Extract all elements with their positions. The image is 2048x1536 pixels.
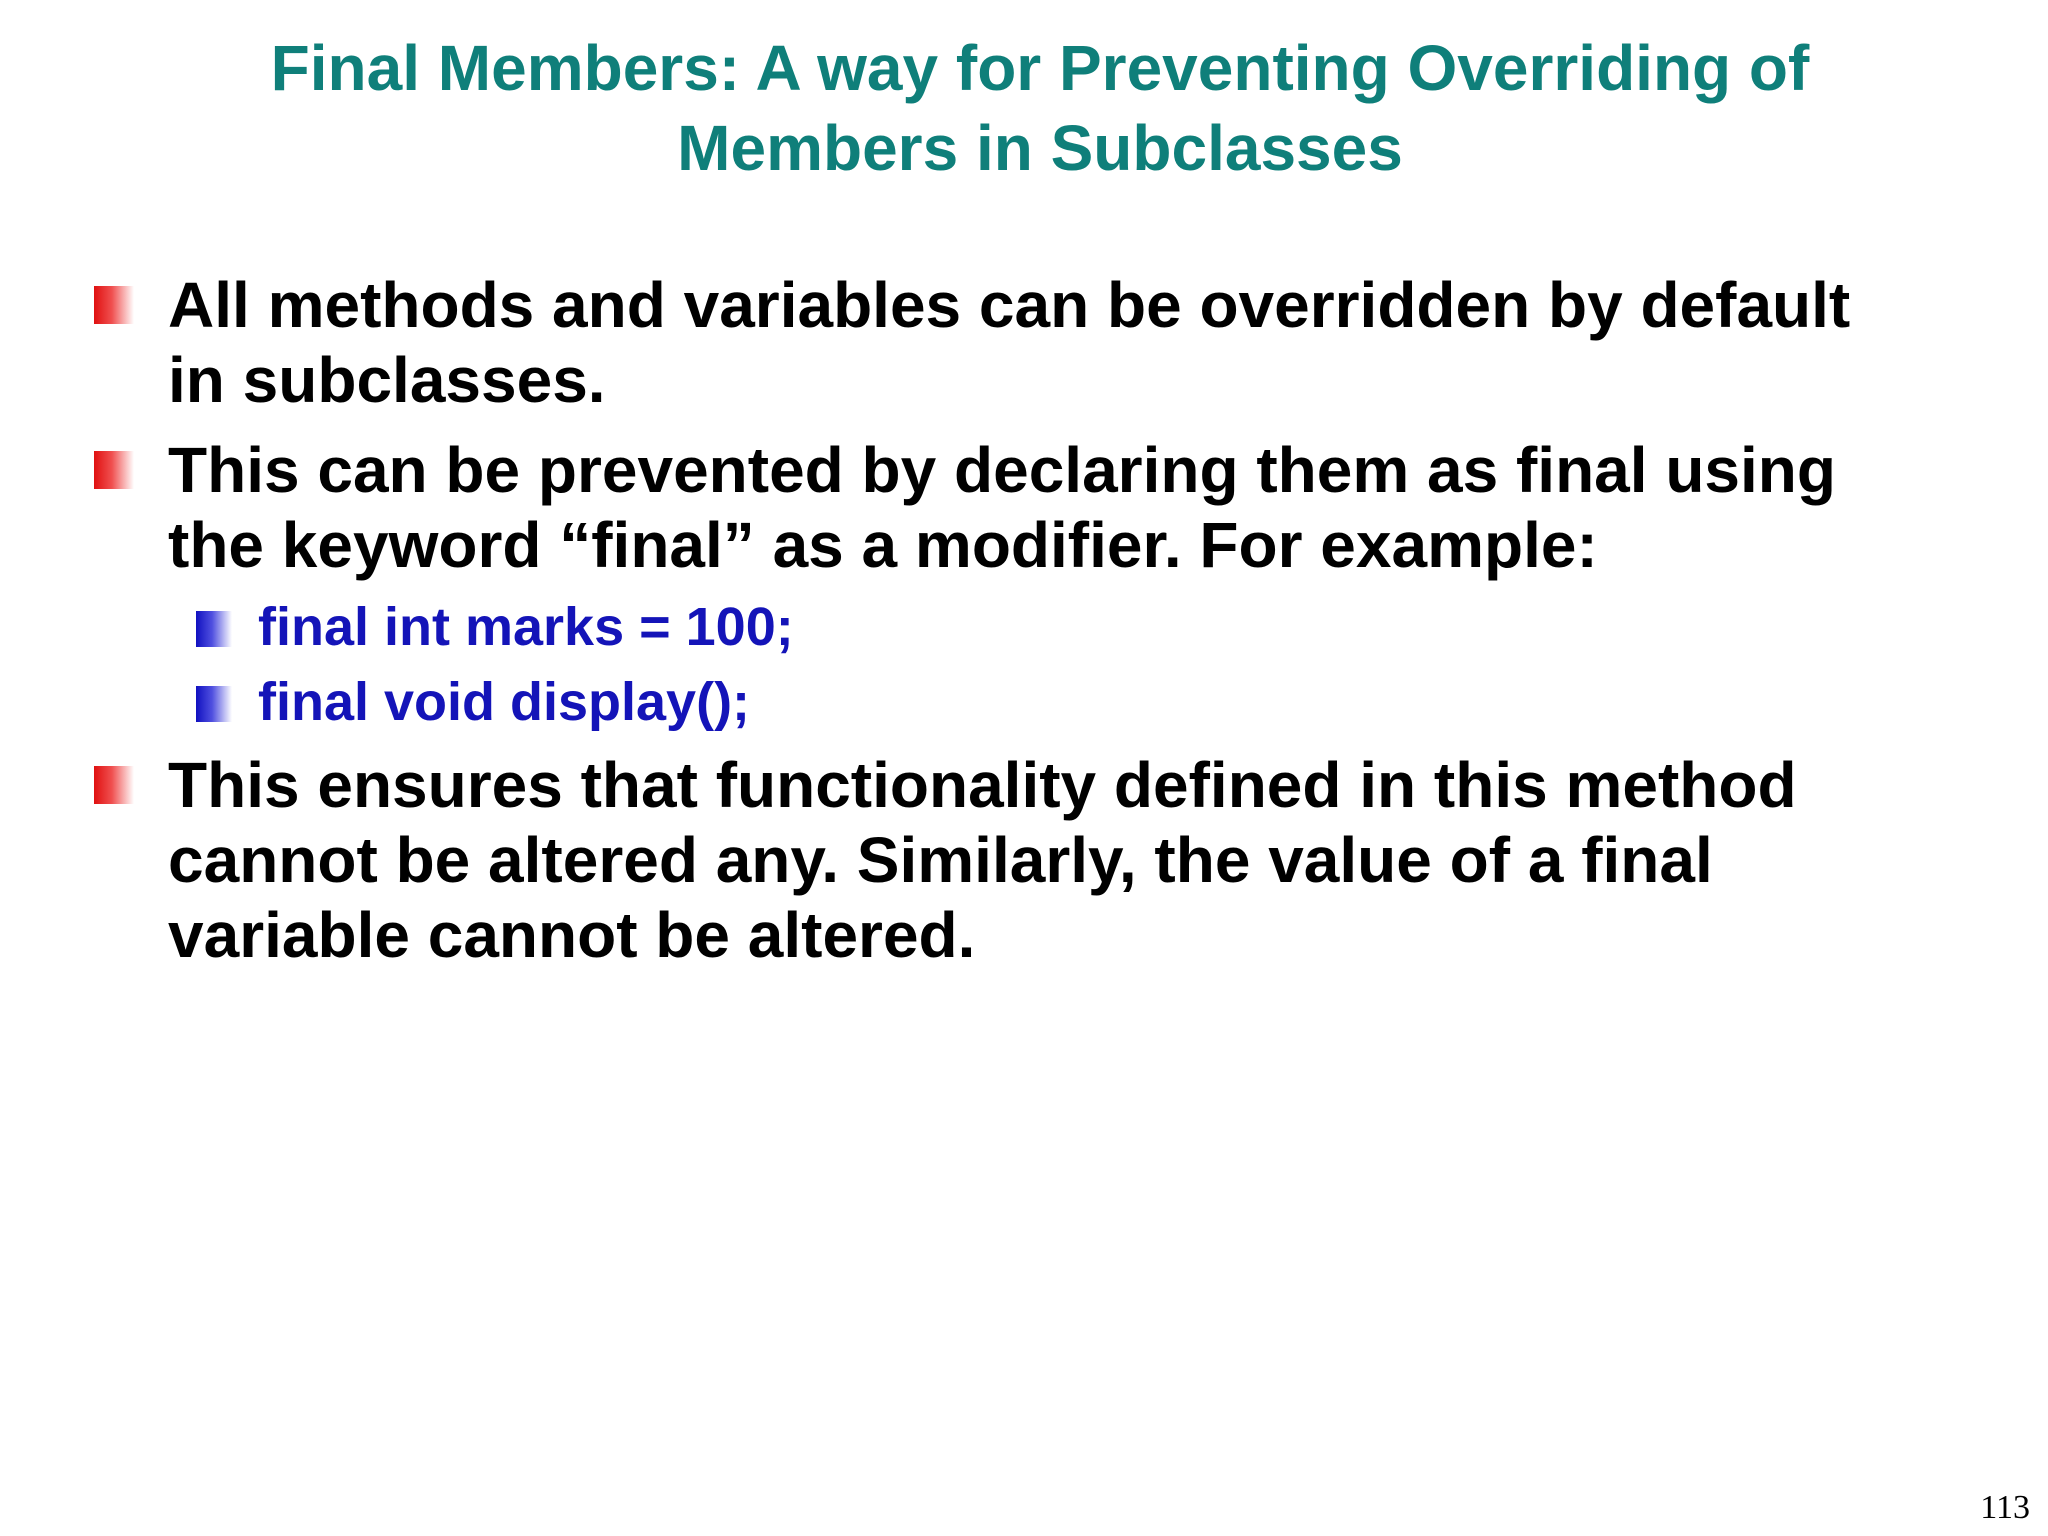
red-gradient-square-icon bbox=[94, 766, 134, 804]
bullet-item-2-line-2: the keyword “final” as a modifier. For example: bbox=[168, 509, 1598, 581]
slide-title-line-1: Final Members: A way for Preventing Overriding of bbox=[270, 32, 1810, 104]
sub-bullet-item-2-text: final void display(); bbox=[258, 672, 751, 732]
bullet-item-2-line-1: This can be prevented by declaring them as final using bbox=[168, 434, 1836, 506]
bullet-item-1-line-1: All methods and variables can be overridden by default bbox=[168, 269, 1851, 341]
page-number: 113 bbox=[1980, 1489, 2030, 1526]
red-gradient-square-icon bbox=[94, 286, 134, 324]
bullet-item-3-line-3: variable cannot be altered. bbox=[168, 899, 976, 971]
bullet-item-3-line-2: cannot be altered any. Similarly, the value of a final bbox=[168, 824, 1713, 896]
sub-bullet-item-2 bbox=[258, 670, 1958, 734]
bullet-item-3-line-1: This ensures that functionality defined in this method bbox=[168, 749, 1797, 821]
sub-bullet-item-1 bbox=[258, 595, 1958, 659]
bullet-item-2 bbox=[168, 433, 1998, 583]
slide-title-line-2: Members in Subclasses bbox=[677, 112, 1403, 184]
sub-bullet-item-1-text: final int marks = 100; bbox=[258, 597, 794, 657]
bullet-item-1 bbox=[168, 268, 1998, 418]
bullet-item-1-line-2: in subclasses. bbox=[168, 344, 606, 416]
bullet-item-3 bbox=[168, 748, 1998, 973]
blue-gradient-square-icon bbox=[196, 611, 232, 647]
red-gradient-square-icon bbox=[94, 451, 134, 489]
blue-gradient-square-icon bbox=[196, 686, 232, 722]
